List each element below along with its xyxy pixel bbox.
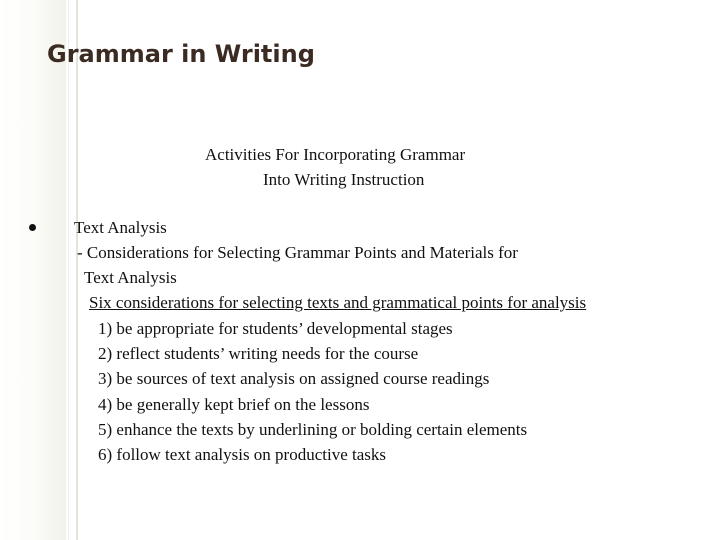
subtitle-line-2: Into Writing Instruction [263, 170, 425, 189]
consideration-item: 3) be sources of text analysis on assigned course readings [98, 369, 490, 388]
consideration-item: 5) enhance the texts by underlining or bolding certain elements [98, 420, 528, 439]
slide-title: Grammar in Writing [47, 40, 315, 68]
left-divider [76, 0, 78, 540]
bullet-icon [29, 224, 36, 231]
sub-point-line-2: Text Analysis [84, 268, 177, 287]
sub-point-line-1: - Considerations for Selecting Grammar Points and Materials for [77, 243, 518, 262]
consideration-item: 6) follow text analysis on productive tasks [98, 445, 387, 464]
subtitle-line-1: Activities For Incorporating Grammar [205, 145, 466, 164]
consideration-item: 2) reflect students’ writing needs for the course [98, 344, 419, 363]
bullet-heading: Text Analysis [74, 218, 167, 237]
underlined-heading: Six considerations for selecting texts and grammatical points for analysis [89, 293, 587, 312]
left-decorative-band [0, 0, 66, 540]
consideration-item: 4) be generally kept brief on the lessons [98, 395, 370, 414]
left-divider-thin [68, 0, 69, 540]
consideration-item: 1) be appropriate for students’ developmental stages [98, 319, 453, 338]
